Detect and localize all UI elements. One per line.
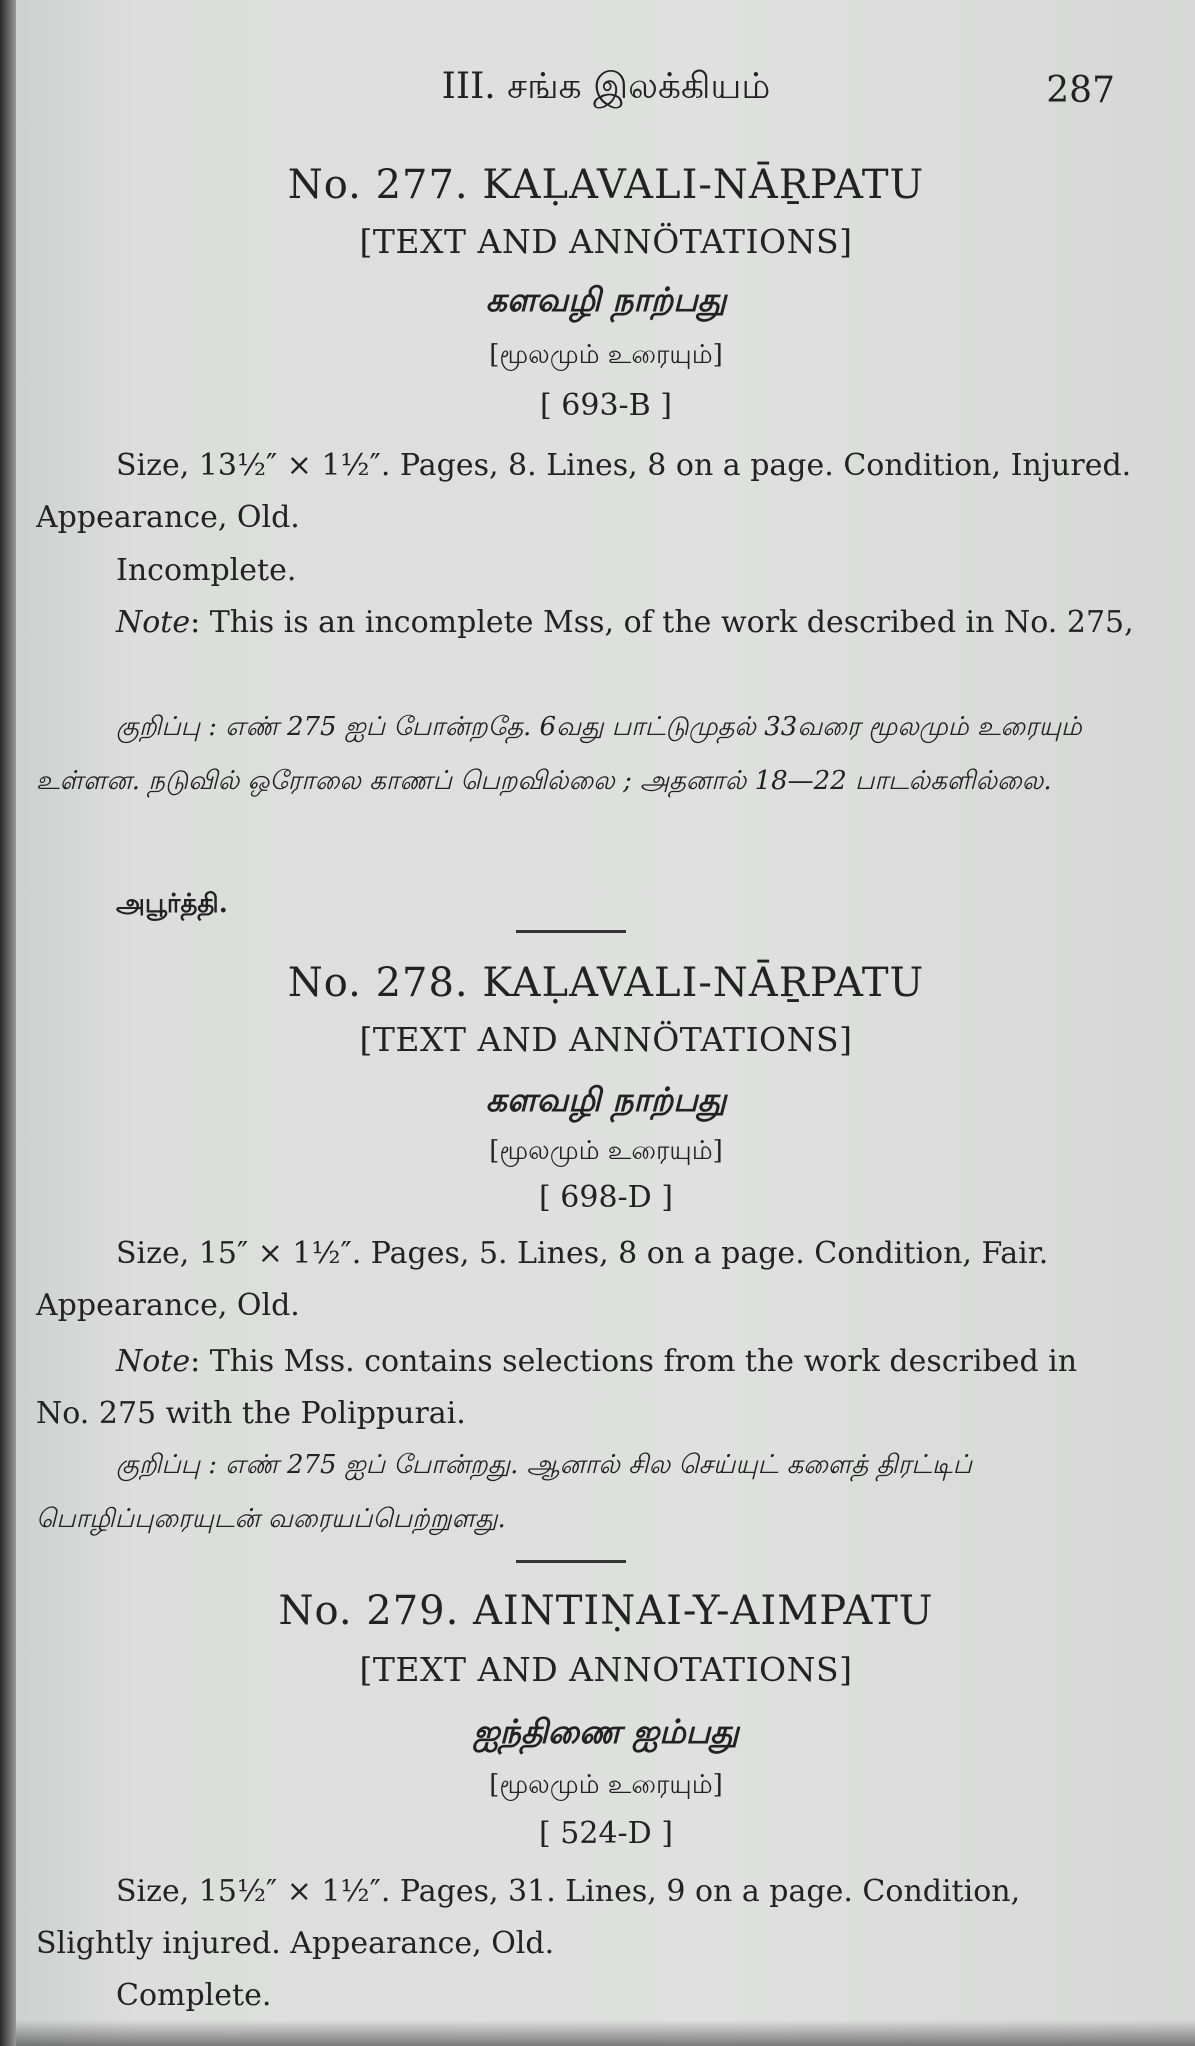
entry-tamil-subtitle: [மூலமும் உரையும்] bbox=[489, 1136, 723, 1166]
page-bottom-shadow bbox=[16, 2020, 1195, 2046]
entry-tamil-status: அபூர்த்தி. bbox=[116, 889, 228, 919]
entry-reference: [ 693-B ] bbox=[540, 388, 672, 423]
running-header: III. சங்க இலக்கியம் bbox=[441, 66, 771, 107]
book-spine bbox=[0, 0, 16, 2046]
entry-note bbox=[36, 597, 1136, 649]
entry-tamil-subtitle: [மூலமும் உரையும்] bbox=[489, 1770, 723, 1800]
entry-tamil-note: குறிப்பு : எண் 275 ஐப் போன்றதே. 6வது பாட்டுமுதல் 33வரை மூலமும் உரையும் உள்ளன. நடுவில் ஒரோலை காணப் பெறவில்லை ; அதனால் 18—22 பாடல்களில்லை. bbox=[36, 712, 1082, 796]
entry-reference: [ 524-D ] bbox=[539, 1816, 673, 1851]
catalogue-page bbox=[16, 0, 1195, 2046]
entry-title: No. 279. AINTIṆAI-Y-AIMPATU bbox=[278, 1588, 934, 1634]
note-text: : This Mss. contains selections from the work described in No. 275 with the Polippurai. bbox=[36, 1344, 1078, 1431]
entry-size: Size, 13½″ × 1½″. Pages, 8. Lines, 8 on a page. Condition, Injured. Appearance, Old. bbox=[36, 448, 1132, 535]
note-label: Note bbox=[116, 605, 191, 640]
entry-status: Incomplete. bbox=[116, 553, 297, 588]
section-divider bbox=[516, 1560, 626, 1563]
note-text: : This is an incomplete Mss, of the work described in No. 275, bbox=[190, 605, 1134, 640]
entry-tamil-note: குறிப்பு : எண் 275 ஐப் போன்றது. ஆனால் சில செய்யுட் களைத் திரட்டிப் பொழிப்புரையுடன் வரையப்பெற்றுளது. bbox=[36, 1450, 972, 1534]
entry-tamil-title: ஐந்திணை ஐம்பது bbox=[473, 1712, 739, 1751]
entry-tamil-title: களவழி நாற்பது bbox=[485, 1080, 727, 1119]
entry-status: Complete. bbox=[116, 1978, 272, 2013]
entry-subtitle: [TEXT AND ANNÖTATIONS] bbox=[359, 222, 853, 261]
entry-title: No. 278. KAḶAVALI-NĀṞPATU bbox=[287, 960, 925, 1006]
entry-reference: [ 698-D ] bbox=[539, 1180, 673, 1215]
entry-size: Size, 15½″ × 1½″. Pages, 31. Lines, 9 on a page. Condition, Slightly injured. Appearance, Old. bbox=[36, 1874, 1021, 1961]
entry-tamil-title: களவழி நாற்பது bbox=[485, 280, 727, 319]
note-label: Note bbox=[116, 1344, 191, 1379]
page-number: 287 bbox=[1046, 70, 1115, 111]
entry-tamil-subtitle: [மூலமும் உரையும்] bbox=[489, 340, 723, 370]
entry-subtitle: [TEXT AND ANNOTATIONS] bbox=[359, 1650, 853, 1689]
entry-note bbox=[36, 1336, 1136, 1440]
section-divider bbox=[516, 930, 626, 933]
entry-title: No. 277. KAḶAVALI-NĀṞPATU bbox=[287, 162, 925, 208]
entry-subtitle: [TEXT AND ANNÖTATIONS] bbox=[359, 1020, 853, 1059]
entry-size: Size, 15″ × 1½″. Pages, 5. Lines, 8 on a page. Condition, Fair. Appearance, Old. bbox=[36, 1236, 1049, 1323]
